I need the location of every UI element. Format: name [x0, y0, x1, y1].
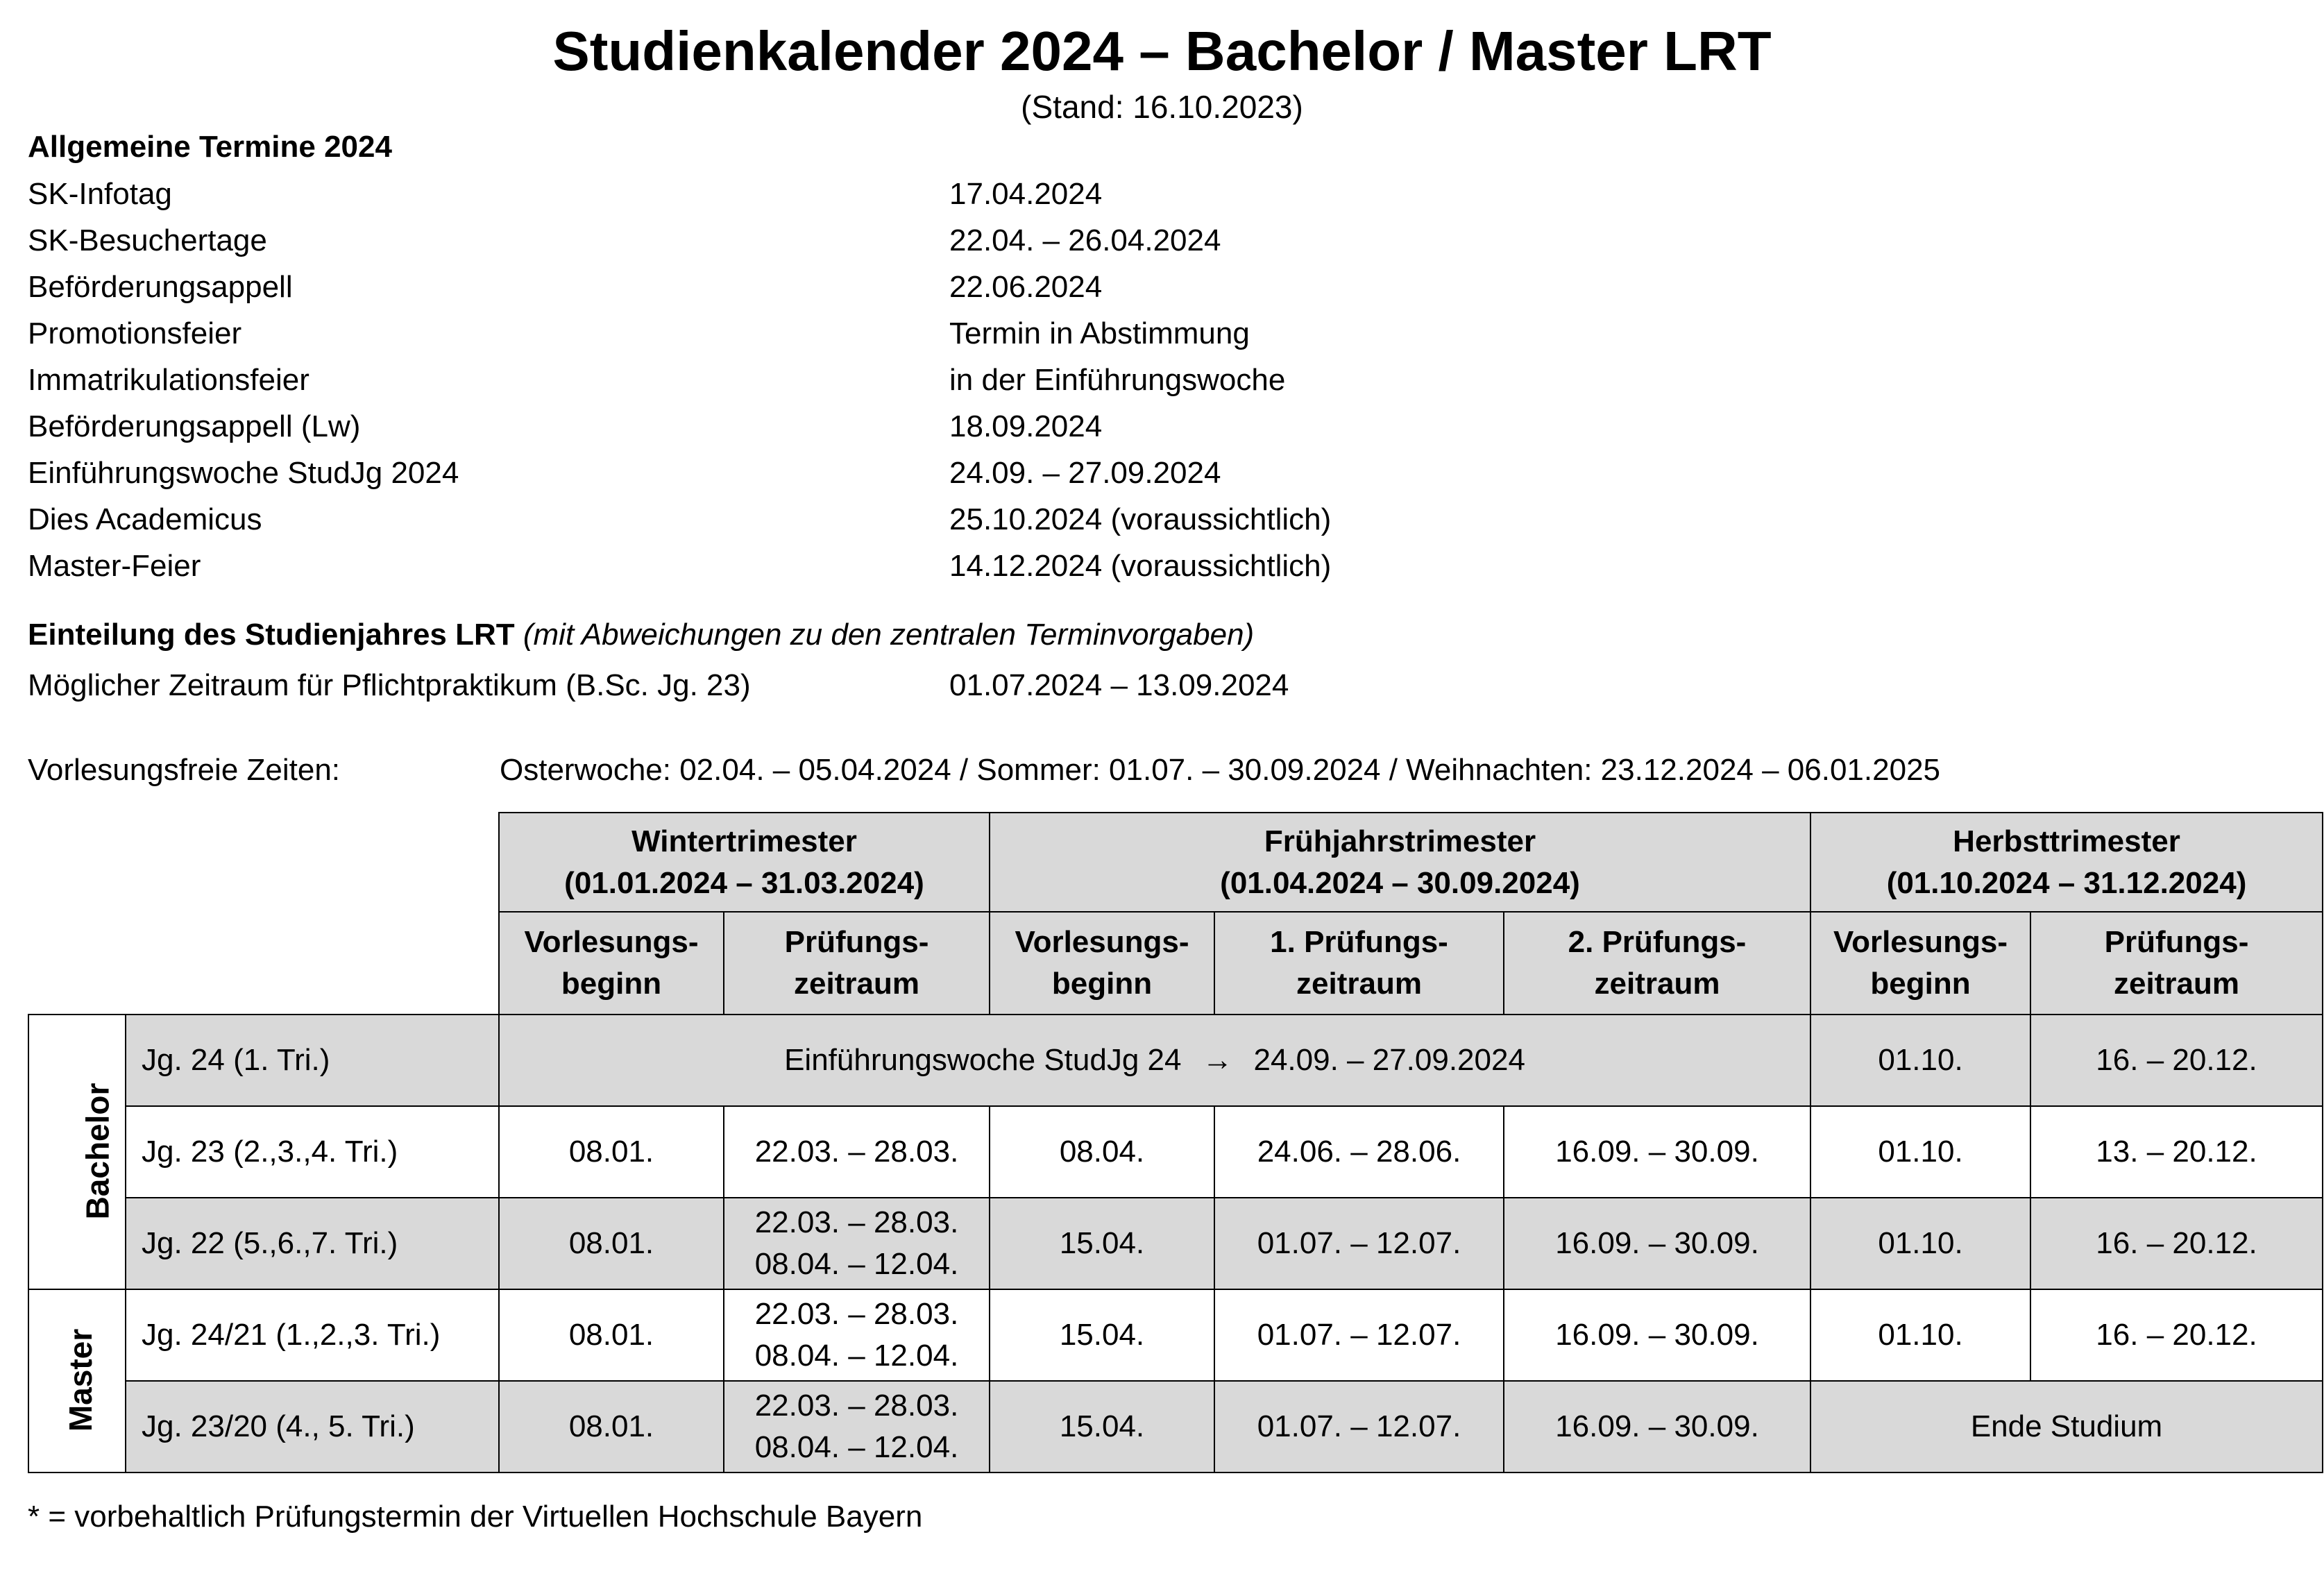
table-cell: 16. – 20.12.: [2030, 1198, 2323, 1289]
table-cell: 01.10.: [1810, 1289, 2030, 1381]
general-item: [28, 499, 1332, 541]
general-item-label: SK-Infotag: [28, 177, 172, 211]
table-cell: 08.01.: [499, 1198, 724, 1289]
subheader-cell: 2. Prüfungs- zeitraum: [1504, 912, 1810, 1015]
table-cell: 01.10.: [1810, 1015, 2030, 1106]
table-row: [28, 1015, 2323, 1106]
lecture-free-row: [28, 749, 1941, 791]
table-cell: 08.04.: [990, 1106, 1214, 1198]
empty-corner: [28, 813, 499, 912]
lecture-free-value: Osterwoche: 02.04. – 05.04.2024 / Sommer: 01.07. – 30.09.2024 / Weihnachten: 23.12.2024 – 06.01.2025: [500, 753, 1941, 787]
general-item: [28, 545, 1332, 587]
table-cell: 24.06. – 28.06.: [1214, 1106, 1504, 1198]
table-cell: 16.09. – 30.09.: [1504, 1289, 1810, 1381]
table-cell: 15.04.: [990, 1198, 1214, 1289]
general-heading: Allgemeine Termine 2024: [28, 130, 392, 164]
table-cell: 08.01.: [499, 1289, 724, 1381]
group-label-master: Master: [28, 1289, 126, 1473]
division-heading: Einteilung des Studienjahres LRT: [28, 618, 515, 652]
footnote: * = vorbehaltlich Prüfungstermin der Virtuellen Hochschule Bayern: [28, 1500, 923, 1534]
internship-row: [28, 665, 1289, 706]
table-cell: 08.01.: [499, 1106, 724, 1198]
trimester-range: (01.01.2024 – 31.03.2024): [564, 865, 924, 900]
table-cell: 16. – 20.12.: [2030, 1015, 2323, 1106]
table-cell: 16.09. – 30.09.: [1504, 1381, 1810, 1473]
general-item: [28, 220, 1221, 262]
general-item-value: 22.06.2024: [949, 270, 1103, 304]
row-label: Jg. 24/21 (1.,2.,3. Tri.): [126, 1289, 499, 1381]
empty-corner: [28, 912, 499, 1015]
table-cell: 08.01.: [499, 1381, 724, 1473]
table-cell: 22.03. – 28.03. 08.04. – 12.04.: [724, 1289, 990, 1381]
trimester-name: Frühjahrstrimester: [1264, 824, 1536, 858]
table-cell: 13. – 20.12.: [2030, 1106, 2323, 1198]
general-item-label: Master-Feier: [28, 549, 201, 583]
trimester-name: Herbsttrimester: [1953, 824, 2180, 858]
row-label: Jg. 23/20 (4., 5. Tri.): [126, 1381, 499, 1473]
general-item: [28, 406, 1103, 448]
internship-label: Möglicher Zeitraum für Pflichtpraktikum (B.Sc. Jg. 23): [28, 668, 751, 702]
general-item-value: Termin in Abstimmung: [949, 316, 1250, 350]
trimester-header-autumn: [1810, 813, 2323, 912]
general-item: [28, 359, 1286, 401]
table-cell: 01.10.: [1810, 1198, 2030, 1289]
table-row: [28, 1289, 2323, 1381]
table-row: [28, 1106, 2323, 1198]
general-item-value: 18.09.2024: [949, 409, 1103, 443]
intro-week-date: 24.09. – 27.09.2024: [1253, 1043, 1525, 1077]
lecture-free-label: Vorlesungsfreie Zeiten:: [28, 753, 341, 787]
table-cell: 22.03. – 28.03. 08.04. – 12.04.: [724, 1198, 990, 1289]
trimester-name: Wintertrimester: [631, 824, 857, 858]
row-label: Jg. 24 (1. Tri.): [126, 1015, 499, 1106]
subheader-cell: Prüfungs- zeitraum: [724, 912, 990, 1015]
trimester-range: (01.04.2024 – 30.09.2024): [1220, 865, 1580, 900]
general-item: [28, 452, 1221, 494]
subheader-cell: Prüfungs- zeitraum: [2030, 912, 2323, 1015]
trimester-header-row: [28, 813, 2323, 912]
subheader-cell: Vorlesungs- beginn: [499, 912, 724, 1015]
general-item-value: in der Einführungswoche: [949, 363, 1286, 397]
table-cell: 16. – 20.12.: [2030, 1289, 2323, 1381]
trimester-range: (01.10.2024 – 31.12.2024): [1886, 865, 2247, 900]
table-cell: 01.07. – 12.07.: [1214, 1198, 1504, 1289]
internship-value: 01.07.2024 – 13.09.2024: [949, 668, 1289, 702]
row-label: Jg. 22 (5.,6.,7. Tri.): [126, 1198, 499, 1289]
general-item-value: 22.04. – 26.04.2024: [949, 223, 1221, 257]
subheader-row: [28, 912, 2323, 1015]
row-label: Jg. 23 (2.,3.,4. Tri.): [126, 1106, 499, 1198]
general-item: [28, 173, 1103, 215]
arrow-right-icon: →: [1202, 1043, 1233, 1077]
general-item-label: SK-Besuchertage: [28, 223, 267, 257]
trimester-header-winter: [499, 813, 990, 912]
general-item-label: Dies Academicus: [28, 502, 262, 536]
general-item-label: Beförderungsappell: [28, 270, 293, 304]
table-cell: 16.09. – 30.09.: [1504, 1106, 1810, 1198]
table-cell: 22.03. – 28.03. 08.04. – 12.04.: [724, 1381, 990, 1473]
intro-week-text: Einführungswoche StudJg 24: [784, 1043, 1182, 1077]
table-cell: 16.09. – 30.09.: [1504, 1198, 1810, 1289]
general-item-value: 14.12.2024 (voraussichtlich): [949, 549, 1332, 583]
general-item-label: Einführungswoche StudJg 2024: [28, 456, 459, 490]
general-item-label: Promotionsfeier: [28, 316, 242, 350]
general-item: [28, 266, 1103, 308]
general-item-value: 25.10.2024 (voraussichtlich): [949, 502, 1332, 536]
subheader-cell: 1. Prüfungs- zeitraum: [1214, 912, 1504, 1015]
table-cell: 15.04.: [990, 1381, 1214, 1473]
subheader-cell: Vorlesungs- beginn: [990, 912, 1214, 1015]
division-note: (mit Abweichungen zu den zentralen Terminvorgaben): [523, 618, 1255, 652]
table-cell: 22.03. – 28.03.: [724, 1106, 990, 1198]
end-of-study-cell: Ende Studium: [1810, 1381, 2323, 1473]
calendar-table: [28, 812, 2323, 1473]
general-item-label: Immatrikulationsfeier: [28, 363, 309, 397]
table-row: [28, 1381, 2323, 1473]
table-cell: 01.10.: [1810, 1106, 2030, 1198]
trimester-header-spring: [990, 813, 1810, 912]
division-heading-row: [28, 614, 1254, 656]
general-item-value: 24.09. – 27.09.2024: [949, 456, 1221, 490]
group-label-bachelor: Bachelor: [28, 1015, 126, 1289]
table-cell: 01.07. – 12.07.: [1214, 1289, 1504, 1381]
table-cell: 01.07. – 12.07.: [1214, 1381, 1504, 1473]
general-item-label: Beförderungsappell (Lw): [28, 409, 361, 443]
subheader-cell: Vorlesungs- beginn: [1810, 912, 2030, 1015]
page-subtitle: (Stand: 16.10.2023): [1021, 89, 1303, 125]
general-item: [28, 313, 1250, 355]
intro-week-cell: [499, 1015, 1810, 1106]
page-title: Studienkalender 2024 – Bachelor / Master LRT: [552, 20, 1772, 82]
general-item-value: 17.04.2024: [949, 177, 1103, 211]
table-cell: 15.04.: [990, 1289, 1214, 1381]
table-row: [28, 1198, 2323, 1289]
